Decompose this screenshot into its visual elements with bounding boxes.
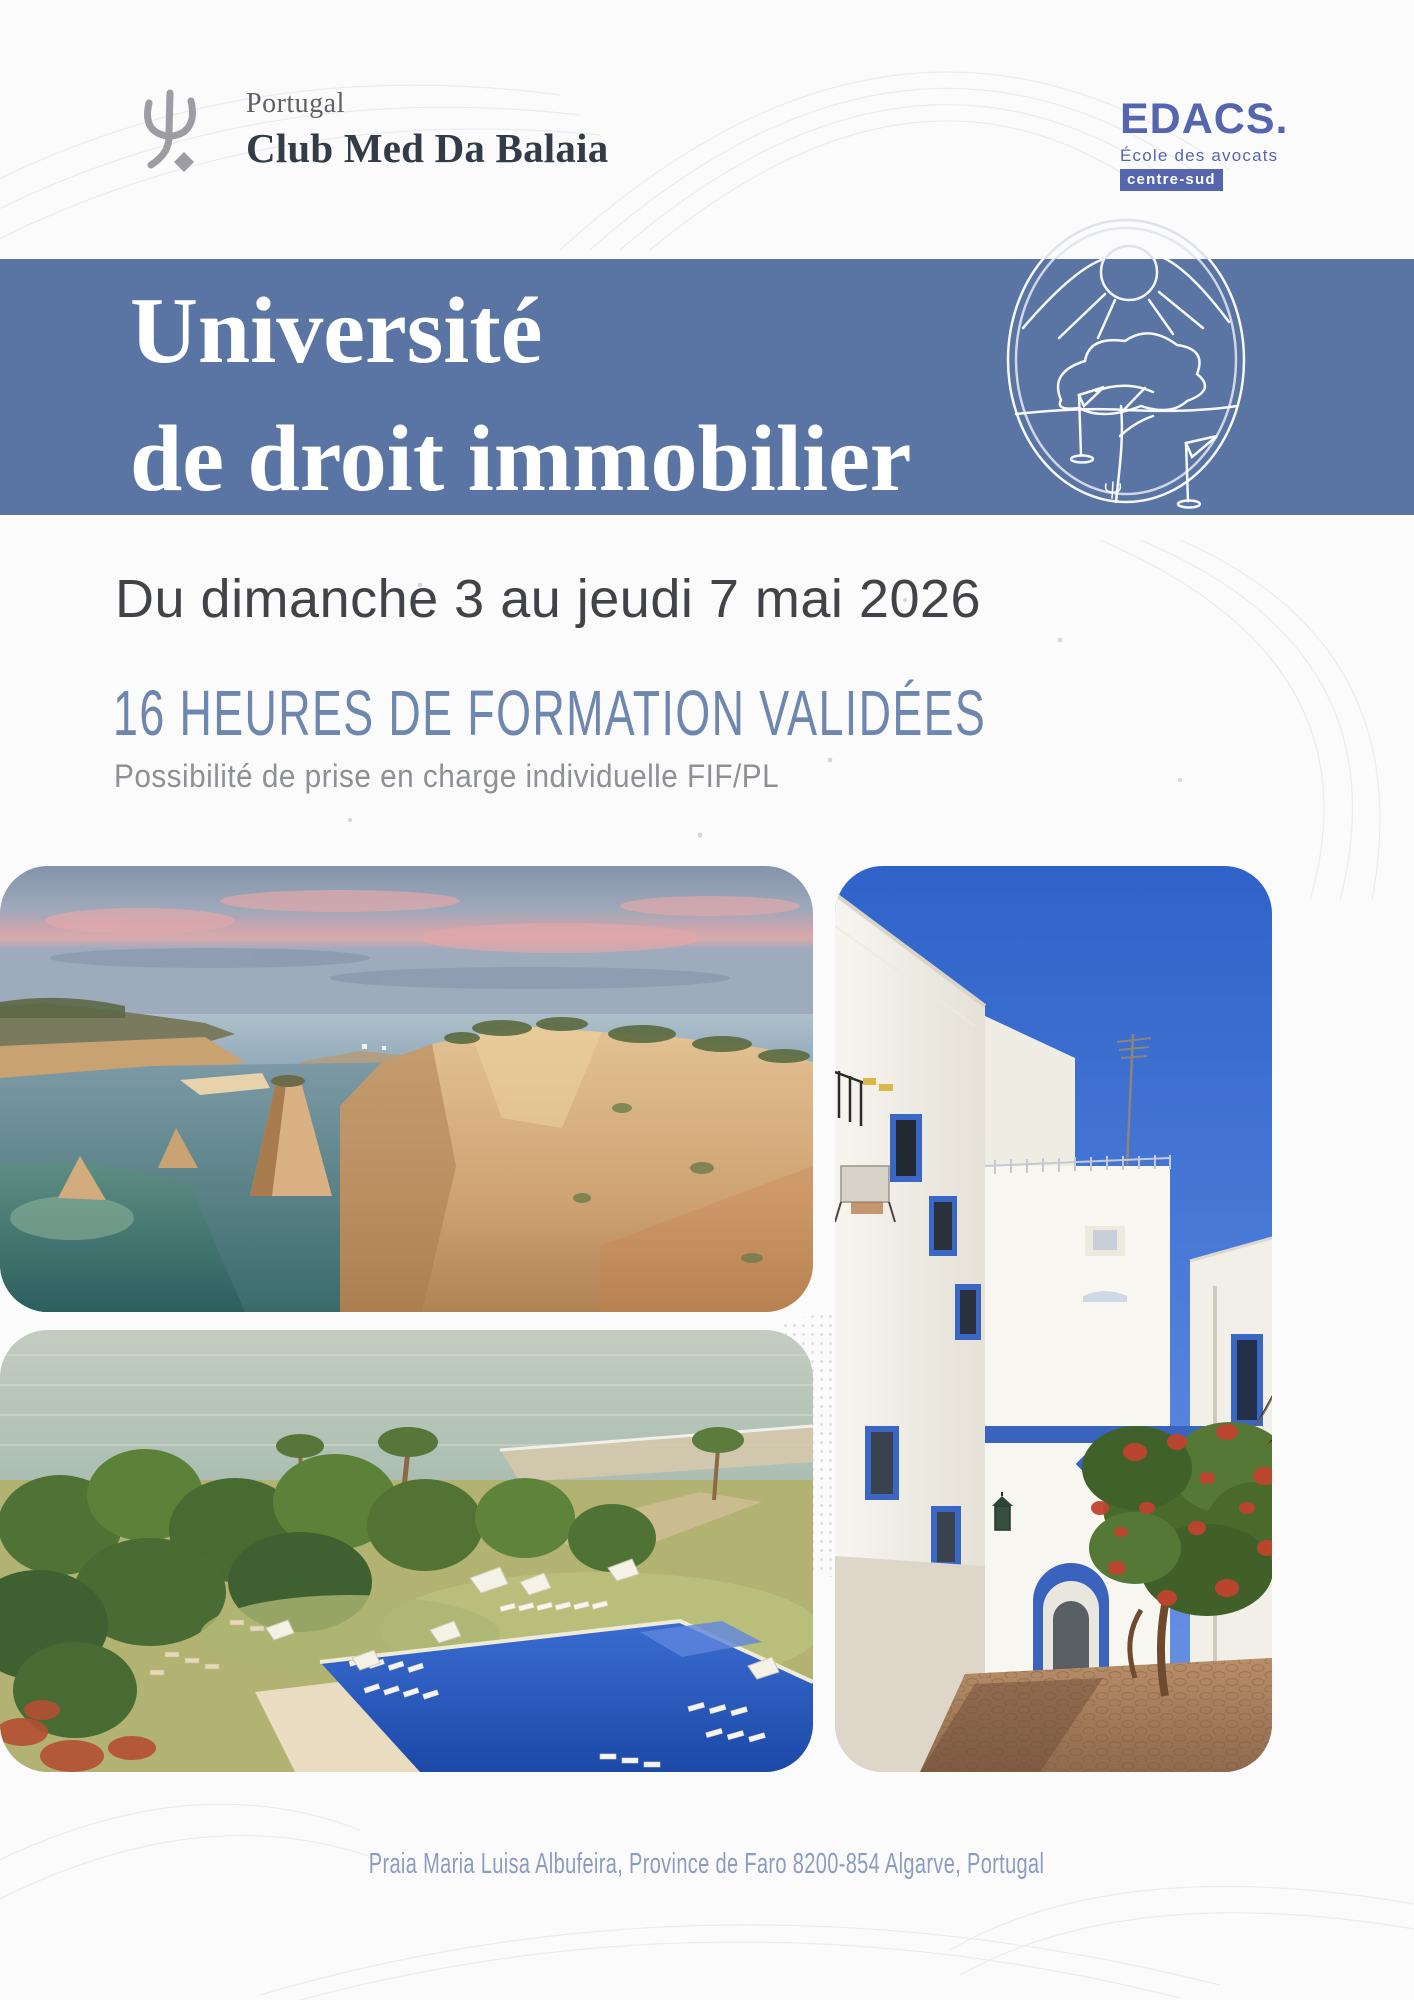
pine-tree-sun-golf-flags-emblem-icon bbox=[1001, 259, 1251, 510]
brand-location: Portugal bbox=[246, 88, 345, 119]
edacs-wordmark: EDACS. bbox=[1120, 95, 1289, 143]
title-line-2: de droit immobilier bbox=[130, 407, 912, 511]
page-title bbox=[130, 267, 912, 515]
club-med-trident-icon bbox=[138, 88, 202, 180]
edacs-school-line: École des avocats bbox=[1120, 146, 1279, 165]
albufeira-street-photo bbox=[835, 866, 1272, 1772]
brand-text bbox=[246, 88, 608, 172]
title-banner bbox=[0, 259, 1414, 515]
header bbox=[0, 0, 1414, 255]
edacs-region-badge: centre-sud bbox=[1120, 169, 1223, 191]
training-hours: 16 HEURES DE FORMATION VALIDÉES bbox=[113, 677, 987, 749]
venue-address: Praia Maria Luisa Albufeira, Province de Faro 8200-854 Algarve, Portugal bbox=[369, 1848, 1045, 1880]
funding-note: Possibilité de prise en charge individuelle FIF/PL bbox=[114, 758, 780, 794]
club-med-brand bbox=[138, 88, 608, 180]
edacs-logo bbox=[1120, 95, 1360, 191]
title-line-1: Université bbox=[130, 279, 543, 383]
resort-pool-photo bbox=[0, 1330, 813, 1772]
footer bbox=[0, 1848, 1414, 1881]
event-dates: Du dimanche 3 au jeudi 7 mai 2026 bbox=[115, 569, 982, 629]
algarve-cliffs-photo bbox=[0, 866, 813, 1312]
brand-resort-name: Club Med Da Balaia bbox=[246, 125, 609, 171]
